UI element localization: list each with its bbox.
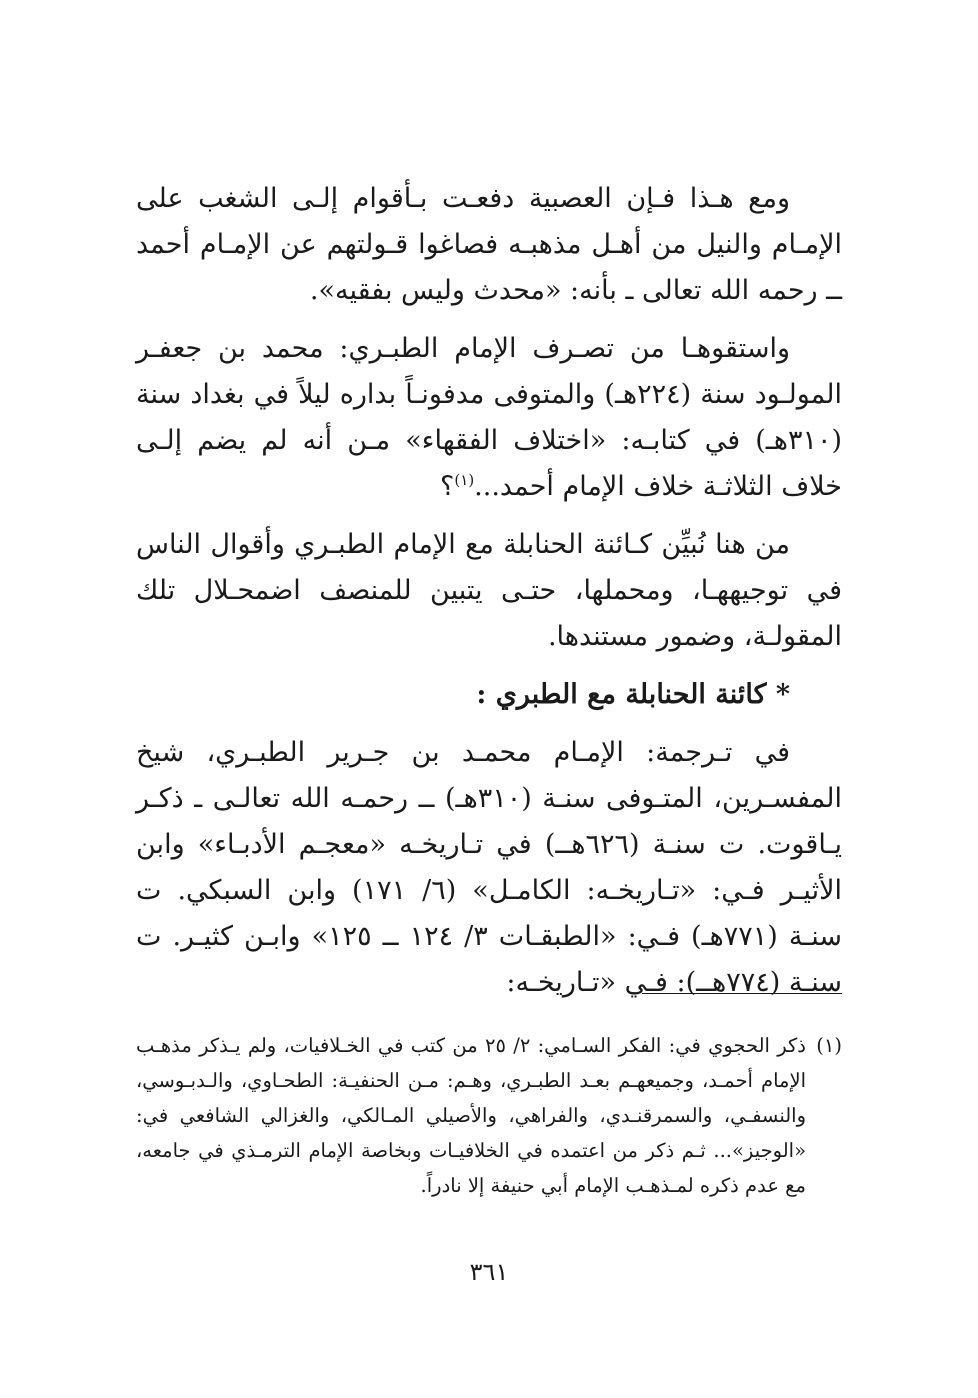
paragraph-end: ؟ — [440, 471, 455, 502]
paragraph: في تـرجمة: الإمـام محمـد بن جـرير الطبـري، شيخ المفسـرين، المتـوفى سنـة (٣١٠هـ) ــ رحمـه الله تعالـى ـ ذكـر يـاقوت. ت سنـة (٦٢٦هــ) في تـاريخـه «معجـم الأدبـاء» وابن الأثيـر فـي: «تـاريخـه: الكامـل» (٦/ ١٧١) وابن السبكي. ت سنـة (٧٧١هـ) فـي: «الطبقـات ٣/ ١٢٤ ــ ١٢٥» وابـن كثيـر. ت سنـة (٧٧٤هــ): فـي «تـاريخـه: — [136, 737, 842, 998]
paragraph: ومع هـذا فـإن العصبية دفعـت بـأقوام إلـى الشغب على الإمـام والنيل من أهـل مذهبـه فصاغوا قـولتهم عن الإمـام أحمد ــ رحمه الله تعالى ـ بأنه: «محدث وليس بفقيه». — [136, 183, 842, 306]
footnote-marker: (١) — [816, 1034, 842, 1057]
footnote-text: ذكر الحجوي في: الفكر السـامي: ٢/ ٢٥ من كتب في الخـلافيات، ولم يـذكر مذهـب الإمام أحمـد، وجميعهـم بعـد الطبـري، وهـم: مـن الحنفيـة: الطحـاوي، والـدبـوسي، والنسفـي، والسمرقنـدي، والفراهي، والأصيلي المـالكي، والغزالي الشافعي في: «الوجيز»... ثـم ذكر من اعتمده في الخلافيـات وبخاصة الإمام الترمـذي في جامعه، مع عدم ذكره لمـذهـب الإمام أبي حنيفة إلا نادراً. — [136, 1034, 806, 1197]
paragraph: من هنا نُبيِّن كـائنة الحنابلة مع الإمام الطبـري وأقوال الناس في توجيههـا، ومحملها، حتـى يتبين للمنصف اضمحـلال تلك المقولـة، وضمور مستندها. — [136, 529, 842, 652]
main-text — [136, 176, 842, 1018]
footnotes — [136, 1028, 842, 1203]
footnote-reference: (١) — [454, 471, 475, 489]
footnote — [136, 1028, 842, 1203]
section-heading: * كائنة الحنابلة مع الطبري : — [476, 679, 790, 710]
paragraph — [136, 326, 842, 510]
page-number: ٣٦١ — [469, 1258, 509, 1286]
footnote-separator — [642, 993, 842, 994]
paragraph-text: واستقوهـا من تصـرف الإمام الطبـري: محمد بن جعفـر المولـود سنة (٢٢٤هـ) والمتوفى مدفونـاً بداره ليلاً في بغداد سنة (٣١٠هـ) في كتابـه: «اختلاف الفقهاء» مـن أنه لم يضم إلـى خلاف الثلاثـة خلاف الإمام أحمد... — [136, 333, 842, 502]
